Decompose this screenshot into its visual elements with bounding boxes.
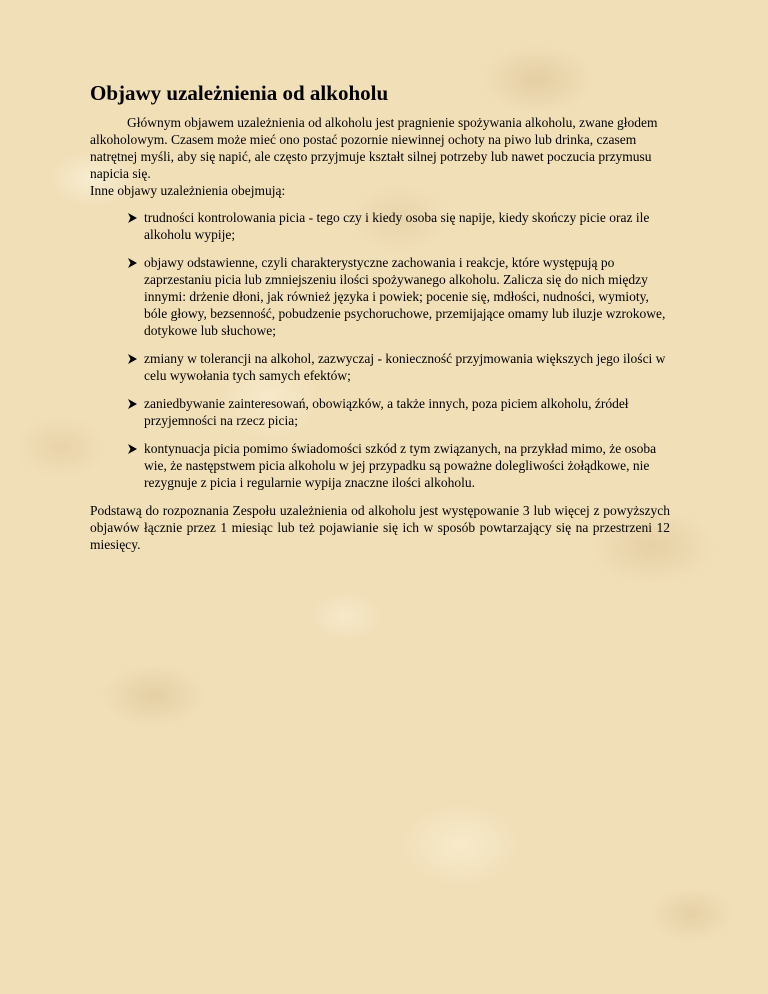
arrowhead-bullet-icon <box>128 444 137 454</box>
symptom-list <box>90 209 670 491</box>
list-item-text: objawy odstawienne, czyli charakterystyczne zachowania i reakcje, które występują po zaprzestaniu picia lub zmniejszeniu ilości spożywanego alkoholu. Zalicza się do nich między innymi: drżenie dłoni, jak również języka i powiek; pocenie się, mdłości, nudności, wymioty, bóle głowy, bezsenność, pobudzenie psychoruchowe, przemijające omamy lub iluzje wzrokowe, dotykowe lub słuchowe; <box>144 255 666 338</box>
intro-paragraph: Głównym objawem uzależnienia od alkoholu jest pragnienie spożywania alkoholu, zwane głodem alkoholowym. Czasem może mieć ono postać pozornie niewinnej ochoty na piwo lub drinka, czasem natrętnej myśli, aby się napić, ale często przyjmuje kształt silnej potrzeby lub nawet poczucia przymusu napicia się. <box>90 115 658 181</box>
arrowhead-bullet-icon <box>128 213 137 223</box>
list-item-text: trudności kontrolowania picia - tego czy i kiedy osoba się napije, kiedy skończy picie oraz ile alkoholu wypije; <box>144 210 650 242</box>
document-title: Objawy uzależnienia od alkoholu <box>90 81 389 105</box>
list-item <box>128 254 670 339</box>
arrowhead-bullet-icon <box>128 399 137 409</box>
arrowhead-bullet-icon <box>128 354 137 364</box>
arrowhead-bullet-icon <box>128 258 137 268</box>
list-item-text: zmiany w tolerancji na alkohol, zazwyczaj - konieczność przyjmowania większych jego ilości w celu wywołania tych samych efektów; <box>144 351 666 383</box>
list-item <box>128 395 670 429</box>
document-page <box>90 80 670 553</box>
list-item <box>128 209 670 243</box>
list-item <box>128 350 670 384</box>
conclusion-paragraph: Podstawą do rozpoznania Zespołu uzależnienia od alkoholu jest występowanie 3 lub więcej z powyższych objawów łącznie przez 1 miesiąc lub też pojawianie się ich w sposób powtarzający się na przestrzeni 12 miesięcy. <box>90 503 670 552</box>
list-lead-text: Inne objawy uzależnienia obejmują: <box>90 183 286 198</box>
list-item-text: kontynuacja picia pomimo świadomości szkód z tym związanych, na przykład mimo, że osoba wie, że następstwem picia alkoholu w jej przypadku są poważne dolegliwości żołądkowe, nie rezygnuje z picia i regularnie wypija znaczne ilości alkoholu. <box>144 441 657 490</box>
list-item-text: zaniedbywanie zainteresowań, obowiązków, a także innych, poza piciem alkoholu, źródeł przyjemności na rzecz picia; <box>144 396 629 428</box>
list-item <box>128 440 670 491</box>
